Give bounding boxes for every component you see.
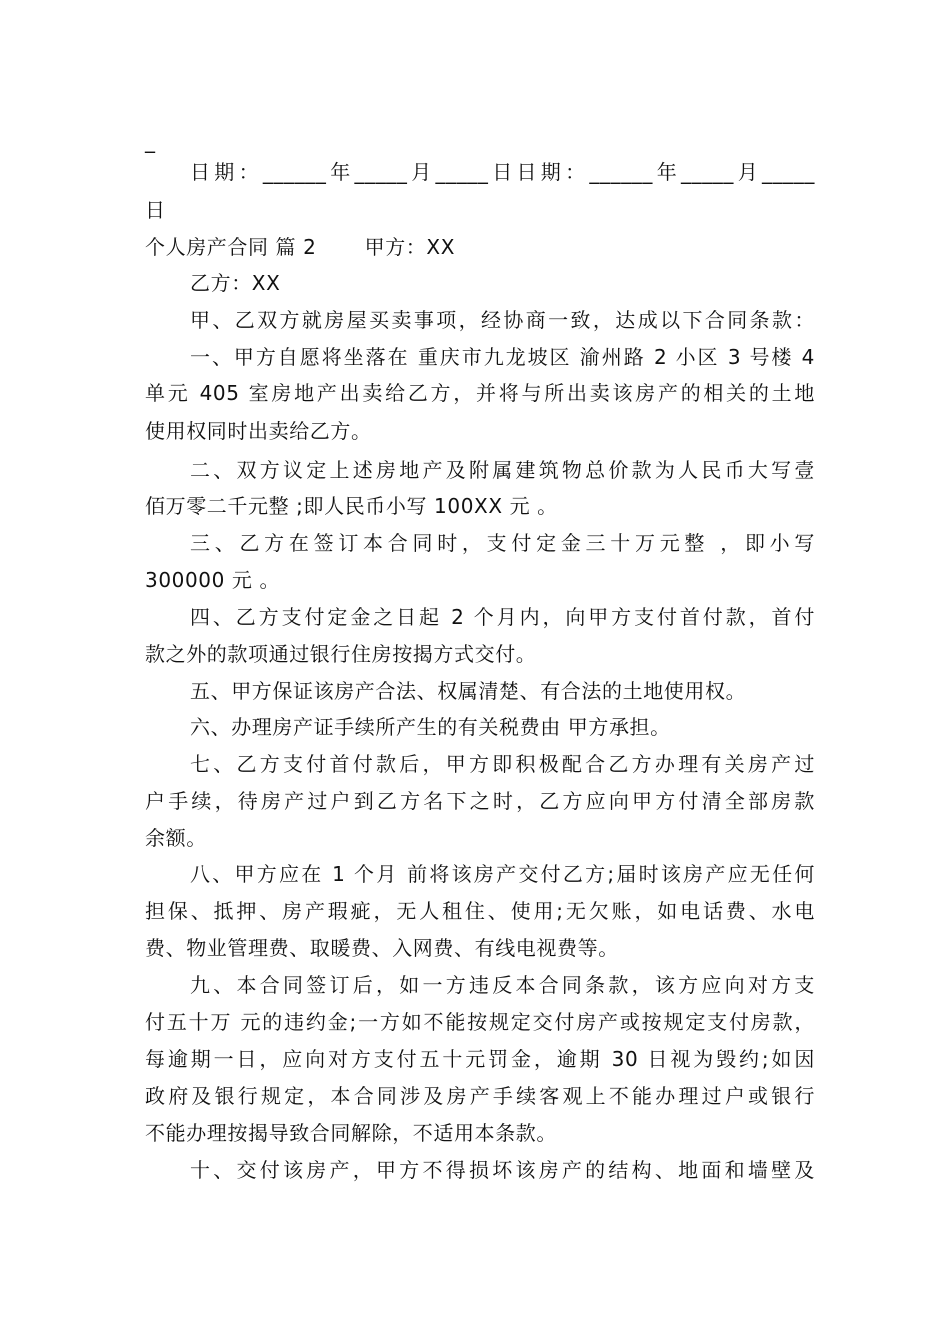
- clause-4-line-2: 款之外的款项通过银行住房按揭方式交付。: [145, 642, 537, 666]
- section-title: 个人房产合同 篇 2 甲方：XX: [145, 235, 455, 259]
- clause-8-line-2: 担保、抵押、房产瑕疵，无人租住、使用;无欠账，如电话费、水电: [145, 899, 815, 923]
- clause-6: 六、办理房产证手续所产生的有关税费由 甲方承担。: [190, 715, 671, 739]
- clause-2-line-1: 二、双方议定上述房地产及附属建筑物总价款为人民币大写壹: [190, 458, 815, 482]
- clause-10-line-1: 十、交付该房产，甲方不得损坏该房产的结构、地面和墙壁及: [190, 1158, 815, 1182]
- clause-7-line-1: 七、乙方支付首付款后，甲方即积极配合乙方办理有关房产过: [190, 752, 815, 776]
- intro-paragraph: 甲、乙双方就房屋买卖事项，经协商一致，达成以下合同条款：: [190, 308, 815, 332]
- clause-9-line-2: 付五十万 元的违约金;一方如不能按规定交付房产或按规定支付房款，: [145, 1010, 815, 1034]
- clause-8-line-3: 费、物业管理费、取暖费、入网费、有线电视费等。: [145, 936, 619, 960]
- date-line-tail: 日: [145, 198, 166, 222]
- clause-7-line-2: 户手续，待房产过户到乙方名下之时，乙方应向甲方付清全部房款: [145, 789, 815, 813]
- clause-1-line-1: 一、甲方自愿将坐落在 重庆市九龙坡区 渝州路 2 小区 3 号楼 4: [190, 345, 815, 369]
- clause-2-line-2: 佰万零二千元整 ;即人民币小写 100XX 元 。: [145, 494, 558, 518]
- clause-1-line-2: 单元 405 室房地产出卖给乙方，并将与所出卖该房产的相关的土地: [145, 381, 815, 405]
- clause-5: 五、甲方保证该房产合法、权属清楚、有合法的土地使用权。: [190, 679, 747, 703]
- clause-4-line-1: 四、乙方支付定金之日起 2 个月内，向甲方支付首付款，首付: [190, 605, 815, 629]
- top-mark: _: [145, 129, 156, 153]
- clause-1-line-3: 使用权同时出卖给乙方。: [145, 419, 372, 443]
- clause-3-line-1: 三、乙方在签订本合同时，支付定金三十万元整 ，即小写: [190, 531, 815, 555]
- clause-8-line-1: 八、甲方应在 1 个月 前将该房产交付乙方;届时该房产应无任何: [190, 862, 815, 886]
- clause-9-line-4: 政府及银行规定，本合同涉及房产手续客观上不能办理过户或银行: [145, 1084, 815, 1108]
- party-b-line: 乙方：XX: [190, 271, 281, 295]
- clause-9-line-3: 每逾期一日，应向对方支付五十元罚金，逾期 30 日视为毁约;如因: [145, 1047, 815, 1071]
- date-line: 日期：______年_____月_____日日期：______年_____月_____: [190, 160, 815, 184]
- clause-7-line-3: 余额。: [145, 826, 207, 850]
- clause-9-line-5: 不能办理按揭导致合同解除，不适用本条款。: [145, 1121, 557, 1145]
- clause-3-line-2: 300000 元 。: [145, 568, 281, 592]
- clause-9-line-1: 九、本合同签订后，如一方违反本合同条款，该方应向对方支: [190, 973, 815, 997]
